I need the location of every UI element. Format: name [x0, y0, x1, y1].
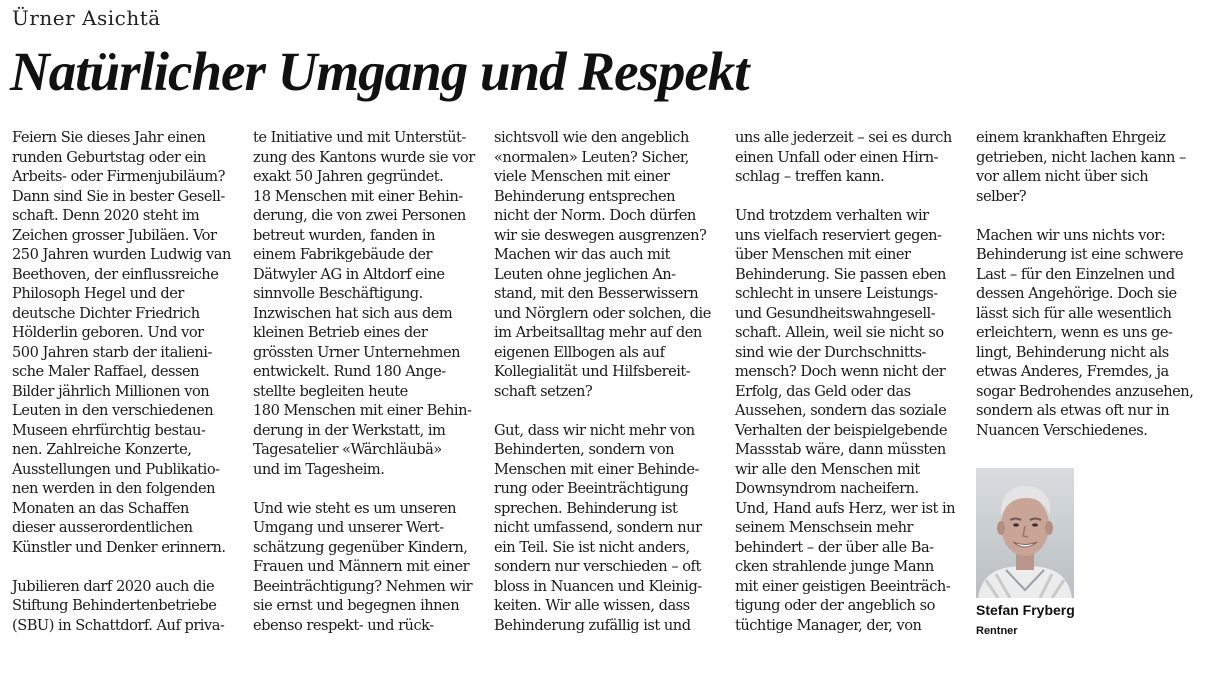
text-line: Museen ehrfürchtig bestau- — [12, 421, 206, 439]
text-line: ebenso respekt- und rück- — [253, 616, 434, 634]
text-line: sche Maler Raffael, dessen — [12, 363, 200, 380]
text-line: und Nörglern oder solchen, die — [494, 304, 711, 322]
text-line: ein Teil. Sie ist nicht anders, — [494, 538, 690, 556]
text-line: über Menschen mit einer — [735, 246, 911, 263]
article-paragraph — [735, 128, 957, 187]
article-paragraph — [253, 499, 475, 636]
article-column-1 — [12, 128, 234, 635]
text-line: 180 Menschen mit einer Behin- — [253, 402, 472, 419]
article-paragraph — [494, 421, 716, 636]
text-line: Arbeits- oder Firmenjubiläum? — [12, 168, 225, 185]
text-line: Massstab wäre, dann müssten — [735, 441, 946, 458]
text-line: sondern als etwas oft nur in — [976, 402, 1170, 419]
article-column-4 — [735, 128, 957, 635]
text-line: Hölderlin geboren. Und vor — [12, 324, 204, 341]
text-line: nicht umfassend, sondern nur — [494, 519, 702, 536]
text-line: mensch? Doch wenn nicht der — [735, 363, 946, 380]
text-line: im Arbeitsalltag mehr auf den — [494, 324, 702, 341]
article-paragraph — [253, 128, 475, 479]
author-portrait-icon — [976, 468, 1074, 598]
text-line: Bilder jährlich Millionen von — [12, 382, 210, 400]
text-line: Gut, dass wir nicht mehr von — [494, 421, 695, 439]
text-line: sind wie der Durchschnitts- — [735, 343, 926, 361]
article-column-5 — [976, 128, 1202, 440]
text-line: grössten Urner Unternehmen — [253, 343, 461, 361]
text-line: exakt 50 Jahren gegründet. — [253, 168, 444, 185]
text-line: viele Menschen mit einer — [494, 168, 670, 185]
text-line: stellte begleiten heute — [253, 382, 408, 400]
article-paragraph — [976, 128, 1202, 206]
text-line: entwickelt. Rund 180 Ange- — [253, 363, 446, 380]
article-paragraph — [735, 206, 957, 635]
text-line: einem krankhaften Ehrgeiz — [976, 129, 1166, 146]
text-line: Aussehen, sondern das soziale — [735, 402, 947, 419]
text-line: lingt, Behinderung nicht als — [976, 343, 1169, 361]
text-line: nicht der Norm. Doch dürfen — [494, 207, 696, 224]
text-line: schätzung gegenüber Kindern, — [253, 538, 468, 556]
text-line: schaft setzen? — [494, 382, 593, 400]
text-line: «normalen» Leuten? Sicher, — [494, 148, 689, 166]
text-line: Behinderten, sondern von — [494, 441, 675, 458]
author-name: Stefan Fryberg — [976, 602, 1075, 618]
text-line: erleichtern, wenn es uns ge- — [976, 324, 1173, 341]
text-line: Ausstellungen und Publikatio- — [12, 460, 220, 478]
text-line: Downsyndrom nacheifern. — [735, 480, 919, 497]
article-column-3 — [494, 128, 716, 635]
text-line: Dann sind Sie in bester Gesell- — [12, 187, 225, 205]
text-line: Tagesatelier «Wärchläubä» — [253, 441, 442, 458]
text-line: uns vielfach reserviert gegen- — [735, 226, 942, 244]
text-line: Last – für den Einzelnen und — [976, 265, 1175, 283]
text-line: keiten. Wir alle wissen, dass — [494, 597, 690, 614]
text-line: getrieben, nicht lachen kann – — [976, 148, 1186, 166]
text-line: Künstler und Denker erinnern. — [12, 538, 226, 556]
text-line: 18 Menschen mit einer Behin- — [253, 187, 463, 205]
text-line: runden Geburtstag oder ein — [12, 148, 206, 166]
text-line: dieser ausserordentlichen — [12, 519, 193, 536]
text-line: seinem Menschsein mehr — [735, 519, 914, 536]
text-line: mit einer geistigen Beeinträch- — [735, 577, 951, 595]
text-line: nen werden in den folgenden — [12, 480, 216, 497]
text-line: Philosoph Hegel und der — [12, 285, 184, 302]
text-line: Feiern Sie dieses Jahr einen — [12, 129, 206, 146]
text-line: sinnvolle Beschäftigung. — [253, 285, 423, 302]
text-line: schlag – treffen kann. — [735, 168, 885, 185]
text-line: Erfolg, das Geld oder das — [735, 382, 911, 400]
headline: Natürlicher Umgang und Respekt — [10, 41, 749, 102]
text-line: Stiftung Behindertenbetriebe — [12, 597, 217, 614]
text-line: betreut wurden, fanden in — [253, 226, 435, 244]
text-line: sichtsvoll wie den angeblich — [494, 129, 689, 146]
text-line: (SBU) in Schattdorf. Auf priva- — [12, 616, 225, 634]
text-line: wir sie deswegen ausgrenzen? — [494, 226, 707, 244]
text-line: Behinderung zufällig ist und — [494, 616, 691, 634]
text-line: sprechen. Behinderung ist — [494, 499, 678, 517]
text-line: bloss in Nuancen und Kleinig- — [494, 577, 702, 595]
text-line: Behinderung entsprechen — [494, 187, 676, 205]
author-role: Rentner — [976, 625, 1018, 637]
column-kicker: Ürner Asichtä — [12, 6, 161, 30]
text-line: kleinen Betrieb eines der — [253, 324, 428, 341]
text-line: Machen wir uns nichts vor: — [976, 226, 1166, 244]
text-line: sondern nur verschieden – oft — [494, 558, 701, 575]
article-paragraph — [12, 128, 234, 557]
text-line: selber? — [976, 187, 1027, 205]
text-line: sogar Bedrohendes anzusehen, — [976, 382, 1194, 400]
text-line: 250 Jahren wurden Ludwig van — [12, 246, 231, 263]
text-line: Und, Hand aufs Herz, wer ist in — [735, 499, 956, 517]
text-line: cken strahlende junge Mann — [735, 558, 934, 575]
text-line: Leuten ohne jeglichen An- — [494, 265, 676, 283]
text-line: Jubilieren darf 2020 auch die — [12, 577, 215, 595]
text-line: 500 Jahren starb der italieni- — [12, 343, 212, 361]
text-line: Leuten in den verschiedenen — [12, 402, 214, 419]
text-line: schaft. Allein, weil sie nicht so — [735, 324, 944, 341]
text-line: schlecht in unsere Leistungs- — [735, 285, 938, 302]
text-line: eigenen Ellbogen als auf — [494, 343, 665, 361]
text-line: Dätwyler AG in Altdorf eine — [253, 265, 445, 283]
text-line: Behinderung ist eine schwere — [976, 246, 1184, 263]
text-line: Kollegialität und Hilfsbereit- — [494, 363, 691, 380]
text-line: wir alle den Menschen mit — [735, 460, 920, 478]
text-line: uns alle jederzeit – sei es durch — [735, 129, 952, 146]
text-line: Nuancen Verschiedenes. — [976, 421, 1148, 439]
text-line: nen. Zahlreiche Konzerte, — [12, 441, 192, 458]
text-line: schaft. Denn 2020 steht im — [12, 207, 200, 224]
text-line: tüchtige Manager, der, von — [735, 616, 922, 634]
text-line: Umgang und unserer Wert- — [253, 519, 444, 536]
text-line: Beethoven, der einflussreiche — [12, 265, 219, 283]
text-line: Machen wir das auch mit — [494, 246, 671, 263]
text-line: derung, die von zwei Personen — [253, 207, 466, 224]
text-line: etwas Anderes, Fremdes, ja — [976, 363, 1169, 380]
text-line: stand, mit den Besserwissern — [494, 285, 699, 302]
text-line: lässt sich für alle wesentlich — [976, 304, 1172, 322]
text-line: dessen Angehörige. Doch sie — [976, 285, 1177, 302]
text-line: rung oder Beeinträchtigung — [494, 480, 689, 497]
text-line: Inzwischen hat sich aus dem — [253, 304, 453, 322]
text-line: Monaten an das Schaffen — [12, 499, 189, 517]
article-paragraph — [976, 226, 1202, 441]
text-line: Und trotzdem verhalten wir — [735, 207, 929, 224]
text-line: und im Tagesheim. — [253, 460, 385, 478]
text-line: Zeichen grosser Jubiläen. Vor — [12, 226, 217, 244]
article-paragraph — [12, 577, 234, 636]
text-line: Verhalten der beispielgebende — [735, 421, 947, 439]
text-line: Behinderung. Sie passen eben — [735, 265, 946, 283]
article-column-2 — [253, 128, 475, 635]
article-paragraph — [494, 128, 716, 401]
text-line: behindert – der über alle Ba- — [735, 538, 934, 556]
text-line: Frauen und Männern mit einer — [253, 558, 470, 575]
text-line: tigung oder der angeblich so — [735, 597, 935, 614]
text-line: te Initiative und mit Unterstüt- — [253, 129, 466, 146]
text-line: einen Unfall oder einen Hirn- — [735, 148, 939, 166]
text-line: deutsche Dichter Friedrich — [12, 304, 200, 322]
text-line: sie ernst und begegnen ihnen — [253, 597, 460, 614]
text-line: vor allem nicht über sich — [976, 168, 1149, 185]
text-line: Beeinträchtigung? Nehmen wir — [253, 577, 473, 595]
text-line: Und wie steht es um unseren — [253, 499, 457, 517]
text-line: Menschen mit einer Behinde- — [494, 460, 699, 478]
text-line: derung in der Werkstatt, im — [253, 421, 446, 439]
text-line: einem Fabrikgebäude der — [253, 246, 432, 263]
text-line: zung des Kantons wurde sie vor — [253, 148, 475, 166]
text-line: und Gesundheitswahngesell- — [735, 304, 936, 322]
